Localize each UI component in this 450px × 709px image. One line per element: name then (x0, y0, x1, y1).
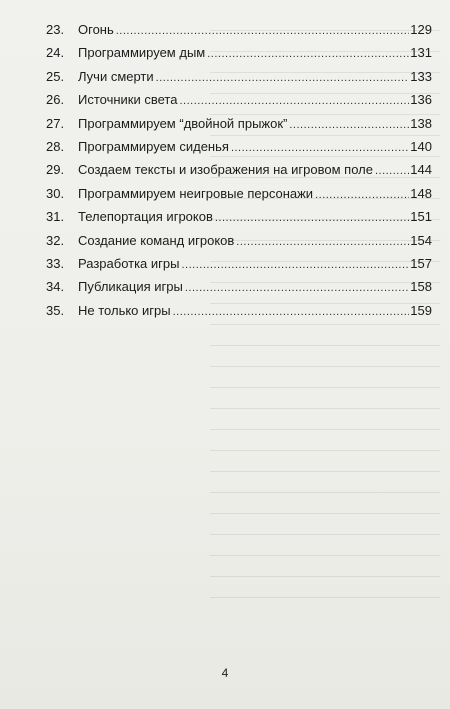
toc-entry-page: 158 (410, 279, 432, 295)
toc-leader-dots (289, 114, 409, 137)
toc-entry-number: 25. (46, 68, 65, 84)
toc-entry-number: 32. (46, 232, 65, 248)
toc-entry-title: Не только игры (78, 302, 171, 318)
toc-entry-title: Источники света (78, 92, 178, 108)
toc-entry-number: 29. (46, 162, 65, 178)
toc-entry (46, 112, 432, 135)
toc-leader-dots (116, 20, 409, 43)
toc-entry (46, 41, 432, 64)
toc-entry-number: 30. (46, 185, 65, 201)
toc-leader-dots (173, 301, 409, 324)
toc-leader-dots (315, 184, 409, 207)
toc-entry (46, 229, 432, 252)
toc-entry-number: 33. (46, 255, 65, 271)
toc-entry-page: 144 (410, 162, 432, 178)
toc-entry (46, 18, 432, 41)
toc-entry (46, 299, 432, 322)
toc-leader-dots (185, 277, 409, 300)
toc-entry (46, 88, 432, 111)
toc-leader-dots (207, 43, 409, 66)
toc-entry (46, 158, 432, 181)
toc-entry-title: Программируем “двойной прыжок” (78, 115, 288, 131)
toc-entry-title: Разработка игры (78, 255, 180, 271)
toc-entry-title: Огонь (78, 22, 114, 37)
toc-entry (46, 275, 432, 298)
toc-entry-title: Создаем тексты и изображения на игровом поле (78, 162, 373, 178)
toc-entry-page: 133 (410, 68, 432, 84)
page-number: 4 (221, 666, 229, 680)
toc-entry-title: Создание команд игроков (78, 232, 235, 248)
toc-entry-number: 26. (46, 92, 65, 108)
toc-leader-dots (236, 231, 409, 254)
toc-entry (46, 135, 432, 158)
toc-entry-page: 140 (410, 138, 432, 154)
toc-entry-number: 35. (46, 302, 65, 318)
toc-entry-title: Лучи смерти (78, 68, 154, 84)
toc-entry-page: 131 (410, 45, 432, 61)
toc-entry-title: Программируем сиденья (78, 138, 229, 154)
toc-entry-title: Программируем неигровые персонажи (78, 185, 314, 201)
toc-entry-number: 34. (46, 279, 65, 295)
table-of-contents (46, 18, 432, 322)
toc-leader-dots (179, 90, 409, 113)
toc-entry-number: 27. (46, 115, 65, 131)
toc-entry (46, 205, 432, 228)
toc-entry (46, 252, 432, 275)
toc-entry-page: 129 (410, 22, 432, 37)
toc-leader-dots (181, 254, 409, 277)
toc-entry-page: 159 (410, 302, 432, 318)
toc-leader-dots (375, 160, 409, 183)
toc-entry-page: 136 (410, 92, 432, 108)
toc-entry-title: Публикация игры (78, 279, 183, 295)
toc-entry-page: 148 (410, 185, 432, 201)
toc-entry-page: 151 (410, 209, 432, 225)
toc-entry (46, 65, 432, 88)
toc-entry-page: 138 (410, 115, 432, 131)
toc-entry-number: 31. (46, 209, 65, 225)
toc-leader-dots (231, 137, 409, 160)
toc-entry-number: 23. (46, 22, 65, 37)
toc-entry-page: 154 (410, 232, 432, 248)
toc-entry-number: 24. (46, 45, 65, 61)
toc-entry-number: 28. (46, 138, 65, 154)
toc-entry-page: 157 (410, 255, 432, 271)
toc-leader-dots (215, 207, 409, 230)
toc-entry (46, 182, 432, 205)
toc-leader-dots (156, 67, 409, 90)
toc-entry-title: Программируем дым (78, 45, 206, 61)
toc-entry-title: Телепортация игроков (78, 209, 213, 225)
